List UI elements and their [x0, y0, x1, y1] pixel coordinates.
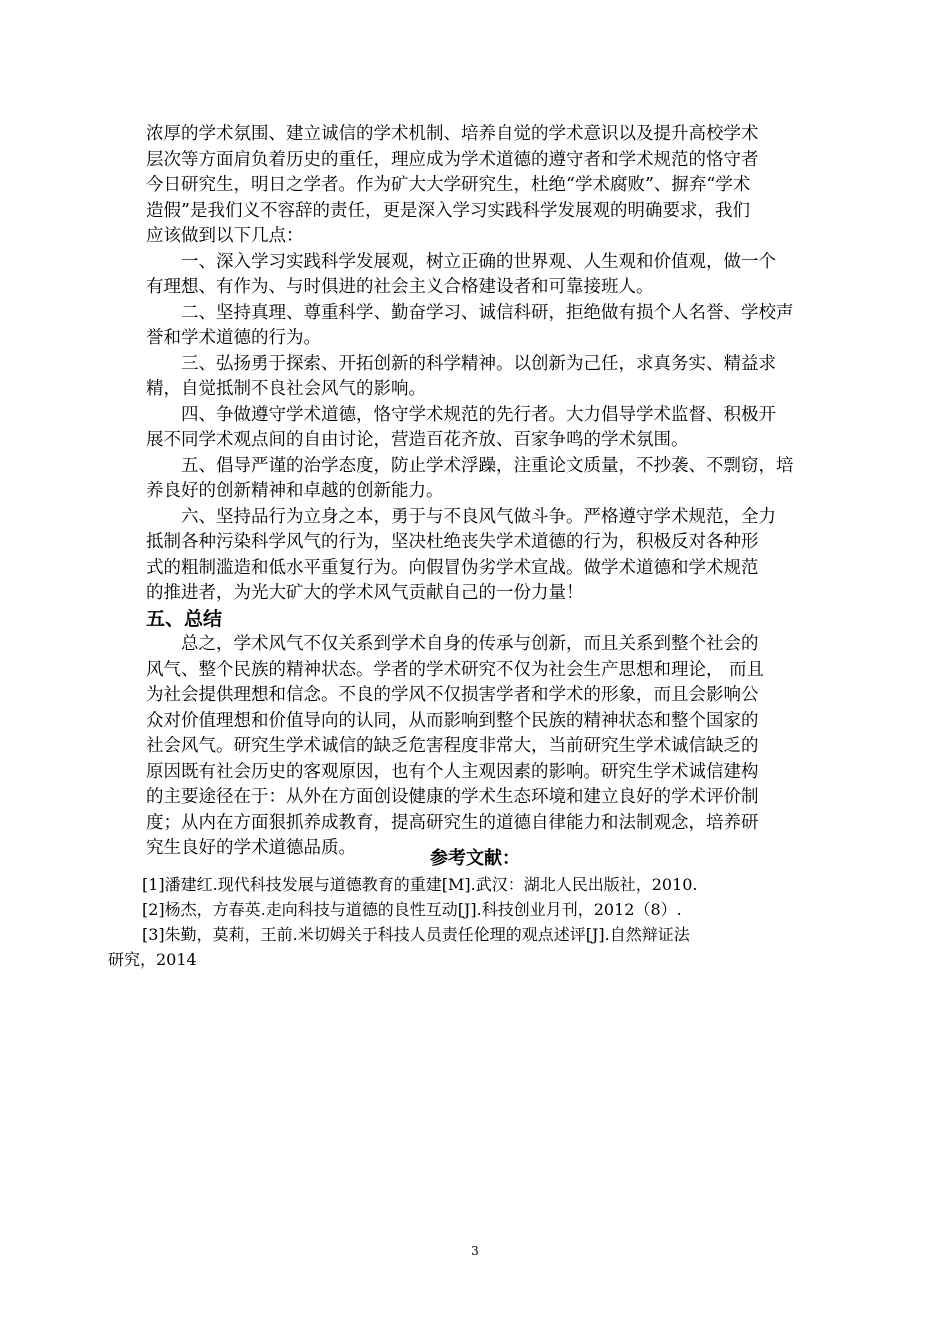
- paragraph-line: 造假”是我们义不容辞的责任，更是深入学习实践科学发展观的明确要求，我们: [146, 200, 750, 221]
- paragraph-line: 层次等方面肩负着历史的重任，理应成为学术道德的遵守者和学术规范的恪守者: [146, 149, 759, 170]
- list-item-6-line: 六、坚持品行为立身之本，勇于与不良风气做斗争。严格遵守学术规范，全力: [181, 506, 776, 527]
- list-item-4-line: 展不同学术观点间的自由讨论，营造百花齐放、百家争鸣的学术氛围。: [146, 430, 689, 450]
- reference-item: [1]潘建红.现代科技发展与道德教育的重建[M].武汉：湖北人民出版社，2010.: [142, 875, 698, 894]
- summary-line: 原因既有社会历史的客观原因，也有个人主观因素的影响。研究生学术诚信建构: [146, 761, 759, 782]
- paragraph-line: 应该做到以下几点：: [146, 226, 304, 246]
- page-number: 3: [471, 1244, 479, 1258]
- summary-line: 的主要途径在于：从外在方面创设健康的学术生态环境和建立良好的学术评价制: [146, 787, 759, 807]
- list-item-6-line: 式的粗制滥造和低水平重复行为。向假冒伪劣学术宣战。做学术道德和学术规范: [146, 557, 759, 578]
- summary-line: 为社会提供理想和信念。不良的学风不仅损害学者和学术的形象，而且会影响公: [146, 685, 759, 705]
- summary-line: 风气、整个民族的精神状态。学者的学术研究不仅为社会生产思想和理论， 而且: [146, 659, 765, 680]
- list-item-6-line: 的推进者，为光大矿大的学术风气贡献自己的一份力量！: [146, 583, 584, 603]
- reference-item-continuation: 研究，2014: [108, 950, 197, 969]
- list-item-3-line: 精，自觉抵制不良社会风气的影响。: [146, 379, 426, 399]
- reference-item: [3]朱勤，莫莉，王前.米切姆关于科技人员责任伦理的观点述评[J].自然辩证法: [142, 925, 690, 944]
- summary-line: 度；从内在方面狠抓养成教育，提高研究生的道德自律能力和法制观念，培养研: [146, 812, 759, 833]
- list-item-5-line: 养良好的创新精神和卓越的创新能力。: [146, 481, 444, 501]
- list-item-1-line: 一、深入学习实践科学发展观，树立正确的世界观、人生观和价值观，做一个: [181, 251, 776, 272]
- list-item-5-line: 五、倡导严谨的治学态度，防止学术浮躁，注重论文质量，不抄袭、不剽窃，培: [181, 455, 794, 476]
- list-item-1-line: 有理想、有作为、与时俱进的社会主义合格建设者和可靠接班人。: [146, 277, 654, 297]
- list-item-2-line: 二、坚持真理、尊重科学、勤奋学习、诚信科研，拒绝做有损个人名誉、学校声: [181, 302, 794, 323]
- list-item-6-line: 抵制各种污染科学风气的行为，坚决杜绝丧失学术道德的行为，积极反对各种形: [146, 532, 759, 552]
- reference-item: [2]杨杰，方春英.走向科技与道德的良性互动[J].科技创业月刊，2012（8）.: [142, 900, 682, 919]
- paragraph-line: 今日研究生，明日之学者。作为矿大大学研究生，杜绝“学术腐败”、摒弃“学术: [146, 175, 751, 195]
- paragraph-line: 浓厚的学术氛围、建立诚信的学术机制、培养自觉的学术意识以及提升高校学术: [146, 124, 759, 144]
- summary-line: 究生良好的学术道德品质。: [146, 838, 356, 858]
- summary-line: 社会风气。研究生学术诚信的缺乏危害程度非常大，当前研究生学术诚信缺乏的: [146, 736, 759, 756]
- body-text: [146, 122, 806, 862]
- list-item-4-line: 四、争做遵守学术道德，恪守学术规范的先行者。大力倡导学术监督、积极开: [181, 404, 776, 425]
- list-item-3-line: 三、弘扬勇于探索、开拓创新的科学精神。以创新为己任，求真务实、精益求: [181, 353, 776, 374]
- summary-line: 总之，学术风气不仅关系到学术自身的传承与创新，而且关系到整个社会的: [181, 634, 759, 654]
- references-list: [108, 872, 828, 972]
- list-item-2-line: 誉和学术道德的行为。: [146, 328, 321, 348]
- references-title: 参考文献：: [430, 848, 520, 869]
- section-heading: 五、总结: [146, 607, 223, 630]
- summary-line: 众对价值理想和价值导向的认同，从而影响到整个民族的精神状态和整个国家的: [146, 710, 759, 731]
